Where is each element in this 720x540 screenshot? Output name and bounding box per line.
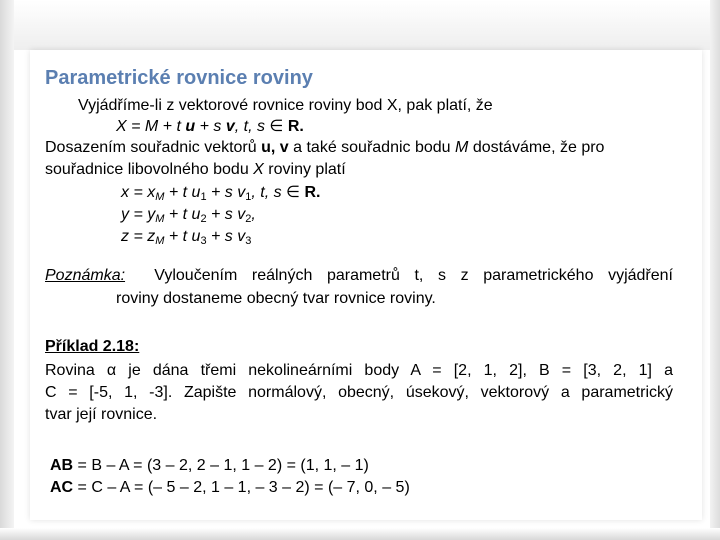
vectors-uv: u, v [261, 139, 289, 156]
frame-left [0, 0, 14, 540]
vector-ab-value: = B – A = (3 – 2, 2 – 1, 1 – 2) = (1, 1, – 1) [73, 457, 369, 474]
eq-y-sub2: 2 [245, 213, 252, 225]
vector-eq-sep: , t, s [234, 118, 265, 135]
eq-z-lhs: z = z [121, 228, 156, 245]
vector-eq-lhs: X = M + t [116, 118, 181, 135]
paragraph-text: souřadnice libovolného bodu [45, 161, 249, 178]
note-line-1 [45, 266, 673, 286]
eq-y-mid2: + s v [206, 206, 246, 223]
paragraph-text: roviny platí [268, 161, 346, 178]
example-line-1 [45, 361, 673, 381]
eq-z-sub2: 3 [245, 235, 252, 247]
frame-bottom [0, 528, 720, 540]
eq-y-lhs: y = y [121, 206, 156, 223]
eq-x-mid2: + s v [206, 184, 246, 201]
eq-z-sub-m: M [155, 235, 165, 247]
equation-z [121, 227, 251, 247]
equation-x [121, 183, 320, 203]
paragraph-line-1 [45, 138, 604, 158]
point-x: X [253, 161, 264, 178]
eq-y-tail: , [251, 206, 256, 223]
vector-ab-line [50, 456, 369, 476]
vector-eq-plus-s: + s [195, 118, 222, 135]
point-m: M [455, 139, 469, 156]
paragraph-line-2 [45, 160, 346, 180]
example-line-3: tvar její rovnice. [45, 406, 158, 423]
eq-y-sub-m: M [155, 213, 165, 225]
note-label: Poznámka: [45, 267, 126, 284]
vector-eq-u: u [185, 118, 196, 135]
example-line-2 [45, 383, 673, 403]
vector-eq-v: v [225, 118, 235, 135]
element-of-symbol: ∈ [281, 184, 305, 201]
example-text: Rovina α je dána třemi nekolineárními body A = [2, 1, 2], B = [3, 2, 1] a [45, 362, 673, 379]
vector-equation [116, 117, 304, 137]
reals-symbol: R. [304, 184, 321, 201]
vector-ac-value: = C – A = (– 5 – 2, 1 – 1, – 3 – 2) = (– 7, 0, – 5) [73, 479, 410, 496]
eq-x-tail: , t, s [251, 184, 282, 201]
example-label: Příklad 2.18: [45, 338, 140, 355]
example-text: C = [-5, 1, -3]. Zapište normálový, obecný, úsekový, vektorový a parametrický [45, 384, 673, 401]
eq-x-mid1: + t u [164, 184, 201, 201]
eq-x-sub-m: M [155, 191, 165, 203]
eq-z-sub1: 3 [200, 235, 207, 247]
eq-x-sub2: 1 [245, 191, 252, 203]
paragraph-text: Dosazením souřadnic vektorů [45, 139, 257, 156]
intro-line: Vyjádříme-li z vektorové rovnice roviny bod X, pak platí, že [78, 97, 493, 114]
slide-title: Parametrické rovnice roviny [45, 67, 313, 89]
eq-x-sub1: 1 [200, 191, 207, 203]
eq-z-mid1: + t u [164, 228, 201, 245]
eq-z-mid2: + s v [206, 228, 246, 245]
eq-x-lhs: x = x [121, 184, 156, 201]
frame-top [0, 0, 720, 50]
note-line-2: roviny dostaneme obecný tvar rovnice roviny. [116, 290, 436, 307]
paragraph-text: dostáváme, že pro [472, 139, 605, 156]
note-text: Vyloučením reálných parametrů t, s z parametrického vyjádření [154, 267, 673, 284]
reals-symbol: R. [287, 118, 304, 135]
eq-y-mid1: + t u [164, 206, 201, 223]
paragraph-text: a také souřadnic bodu [293, 139, 451, 156]
frame-right [710, 0, 720, 540]
eq-y-sub1: 2 [200, 213, 207, 225]
vector-ac-line [50, 478, 410, 498]
equation-y [121, 205, 256, 225]
vector-ab-label: AB [50, 457, 74, 474]
element-of-symbol: ∈ [264, 118, 288, 135]
vector-ac-label: AC [50, 479, 74, 496]
